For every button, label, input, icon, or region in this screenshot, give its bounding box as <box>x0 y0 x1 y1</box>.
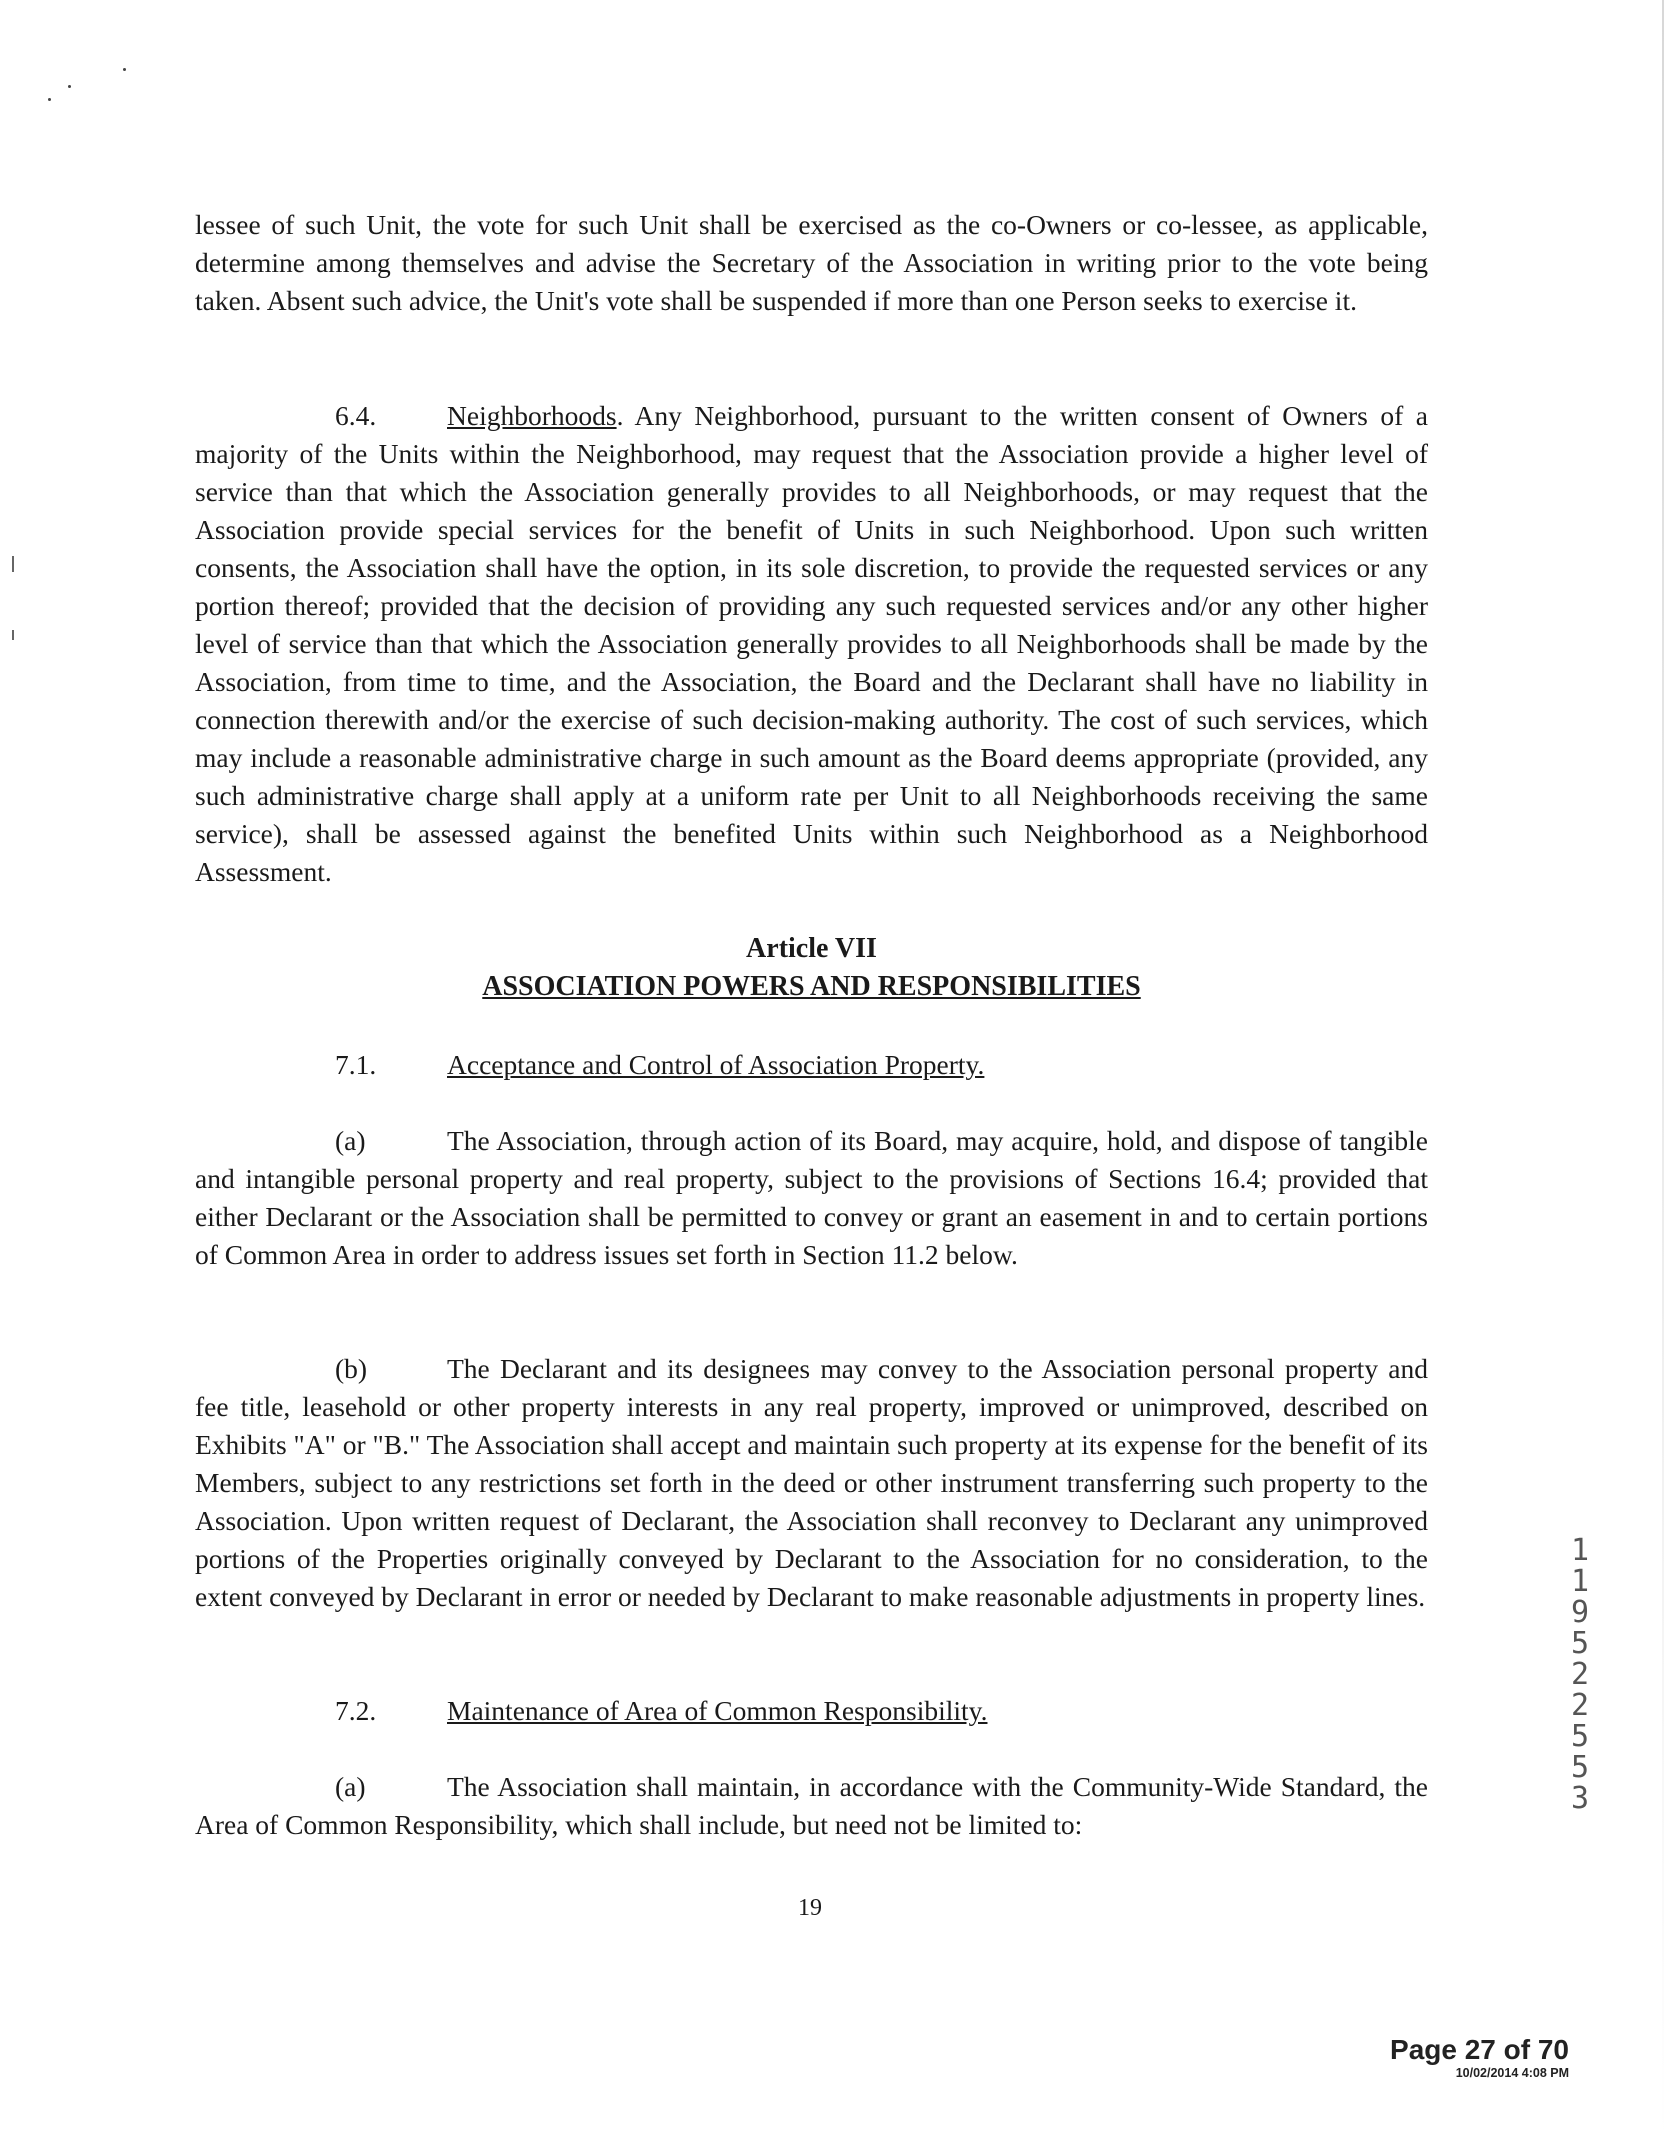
section-text: Any Neighborhood, pursuant to the written consent of Owners of a majority of the Units within the Neighborhood, may request that the Association provide a higher level of service than that which the Association generally provides to all Neighborhoods, or may request that the Association provide special services for the benefit of Units in such Neighborhood. Upon such written consents, the Association shall have the option, in its sole discretion, to provide the requested services or any portion thereof; provided that the decision of providing any such requested services and/or any other higher level of service than that which the Association generally provides to all Neighborhoods shall be made by the Association, from time to time, and the Association, the Board and the Declarant shall have no liability in connection therewith and/or the exercise of such decision-making authority. The cost of such services, which may include a reasonable administrative charge in such amount as the Board deems appropriate (provided, any such administrative charge shall apply at a uniform rate per Unit to all Neighborhoods receiving the same service), shall be assessed against the benefited Units within such Neighborhood as a Neighborhood Assessment. <box>195 400 1428 887</box>
section-7-1-heading <box>335 1046 984 1084</box>
section-7-2-heading <box>335 1692 987 1730</box>
page-of-count: Page 27 of 70 <box>1390 2034 1569 2065</box>
recording-stamp <box>1390 2035 1569 2081</box>
section-6-4: 6.4. Neighborhoods. Any Neighborhood, pursuant to the written consent of Owners of a majority of the Units within the Neighborhood, may request that the Association provide a higher level of service than that which the Association generally provides to all Neighborhoods, or may request that the Association provide special services for the benefit of Units in such Neighborhood. Upon such written consents, the Association shall have the option, in its sole discretion, to provide the requested services or any portion thereof; provided that the decision of providing any such requested services and/or any other higher level of service than that which the Association generally provides to all Neighborhoods shall be made by the Association, from time to time, and the Association, the Board and the Declarant shall have no liability in connection therewith and/or the exercise of such decision-making authority. The cost of such services, which may include a reasonable administrative charge in such amount as the Board deems appropriate (provided, any such administrative charge shall apply at a uniform rate per Unit to all Neighborhoods receiving the same service), shall be assessed against the benefited Units within such Neighborhood as a Neighborhood Assessment. <box>195 397 1428 891</box>
subsection-label: (a) <box>335 1125 366 1156</box>
article-label: Article VII <box>746 933 877 964</box>
article-title: ASSOCIATION POWERS AND RESPONSIBILITIES <box>482 971 1141 1002</box>
section-7-1-a <box>195 1122 1428 1274</box>
section-title: Acceptance and Control of Association Property. <box>447 1049 985 1080</box>
recording-number-stamp: 11952 2553 <box>1570 1533 1590 1816</box>
page-number: 19 <box>798 1895 822 1921</box>
scan-mark <box>12 556 14 572</box>
scan-speck <box>68 85 71 88</box>
subsection-label: (a) <box>335 1771 366 1802</box>
recording-timestamp: 10/02/2014 4:08 PM <box>1455 2066 1569 2080</box>
section-number: 7.2. <box>335 1695 377 1726</box>
section-title: Maintenance of Area of Common Responsibility. <box>447 1695 988 1726</box>
section-number: 6.4. <box>335 400 377 431</box>
subsection-label: (b) <box>335 1353 368 1384</box>
section-7-1-b <box>195 1350 1428 1616</box>
subsection-text: The Association shall maintain, in accordance with the Community-Wide Standard, the Area of Common Responsibility, which shall include, but need not be limited to: <box>195 1771 1428 1840</box>
section-title: Neighborhoods <box>447 400 617 431</box>
scan-speck <box>48 98 51 101</box>
scan-mark <box>12 630 14 640</box>
scan-speck <box>123 68 126 71</box>
paragraph-6-3-continued: lessee of such Unit, the vote for such Unit shall be exercised as the co-Owners or co-lessee, as applicable, determine among themselves and advise the Secretary of the Association in writing prior to the vote being taken. Absent such advice, the Unit's vote shall be suspended if more than one Person seeks to exercise it. <box>195 209 1428 316</box>
subsection-text: The Declarant and its designees may convey to the Association personal property and fee title, leasehold or other property interests in any real property, improved or unimproved, described on Exhibits "A" or "B." The Association shall accept and maintain such property at its expense for the benefit of its Members, subject to any restrictions set forth in the deed or other instrument transferring such property to the Association. Upon written request of Declarant, the Association shall reconvey to Declarant any unimproved portions of the Properties originally conveyed by Declarant to the Association for no consideration, to the extent conveyed by Declarant in error or needed by Declarant to make reasonable adjustments in property lines. <box>195 1353 1428 1612</box>
section-7-2-a <box>195 1768 1428 1844</box>
subsection-text: The Association, through action of its Board, may acquire, hold, and dispose of tangible and intangible personal property and real property, subject to the provisions of Sections 16.4; provided that either Declarant or the Association shall be permitted to convey or grant an easement in and to certain portions of Common Area in order to address issues set forth in Section 11.2 below. <box>195 1125 1428 1270</box>
section-number: 7.1. <box>335 1049 377 1080</box>
